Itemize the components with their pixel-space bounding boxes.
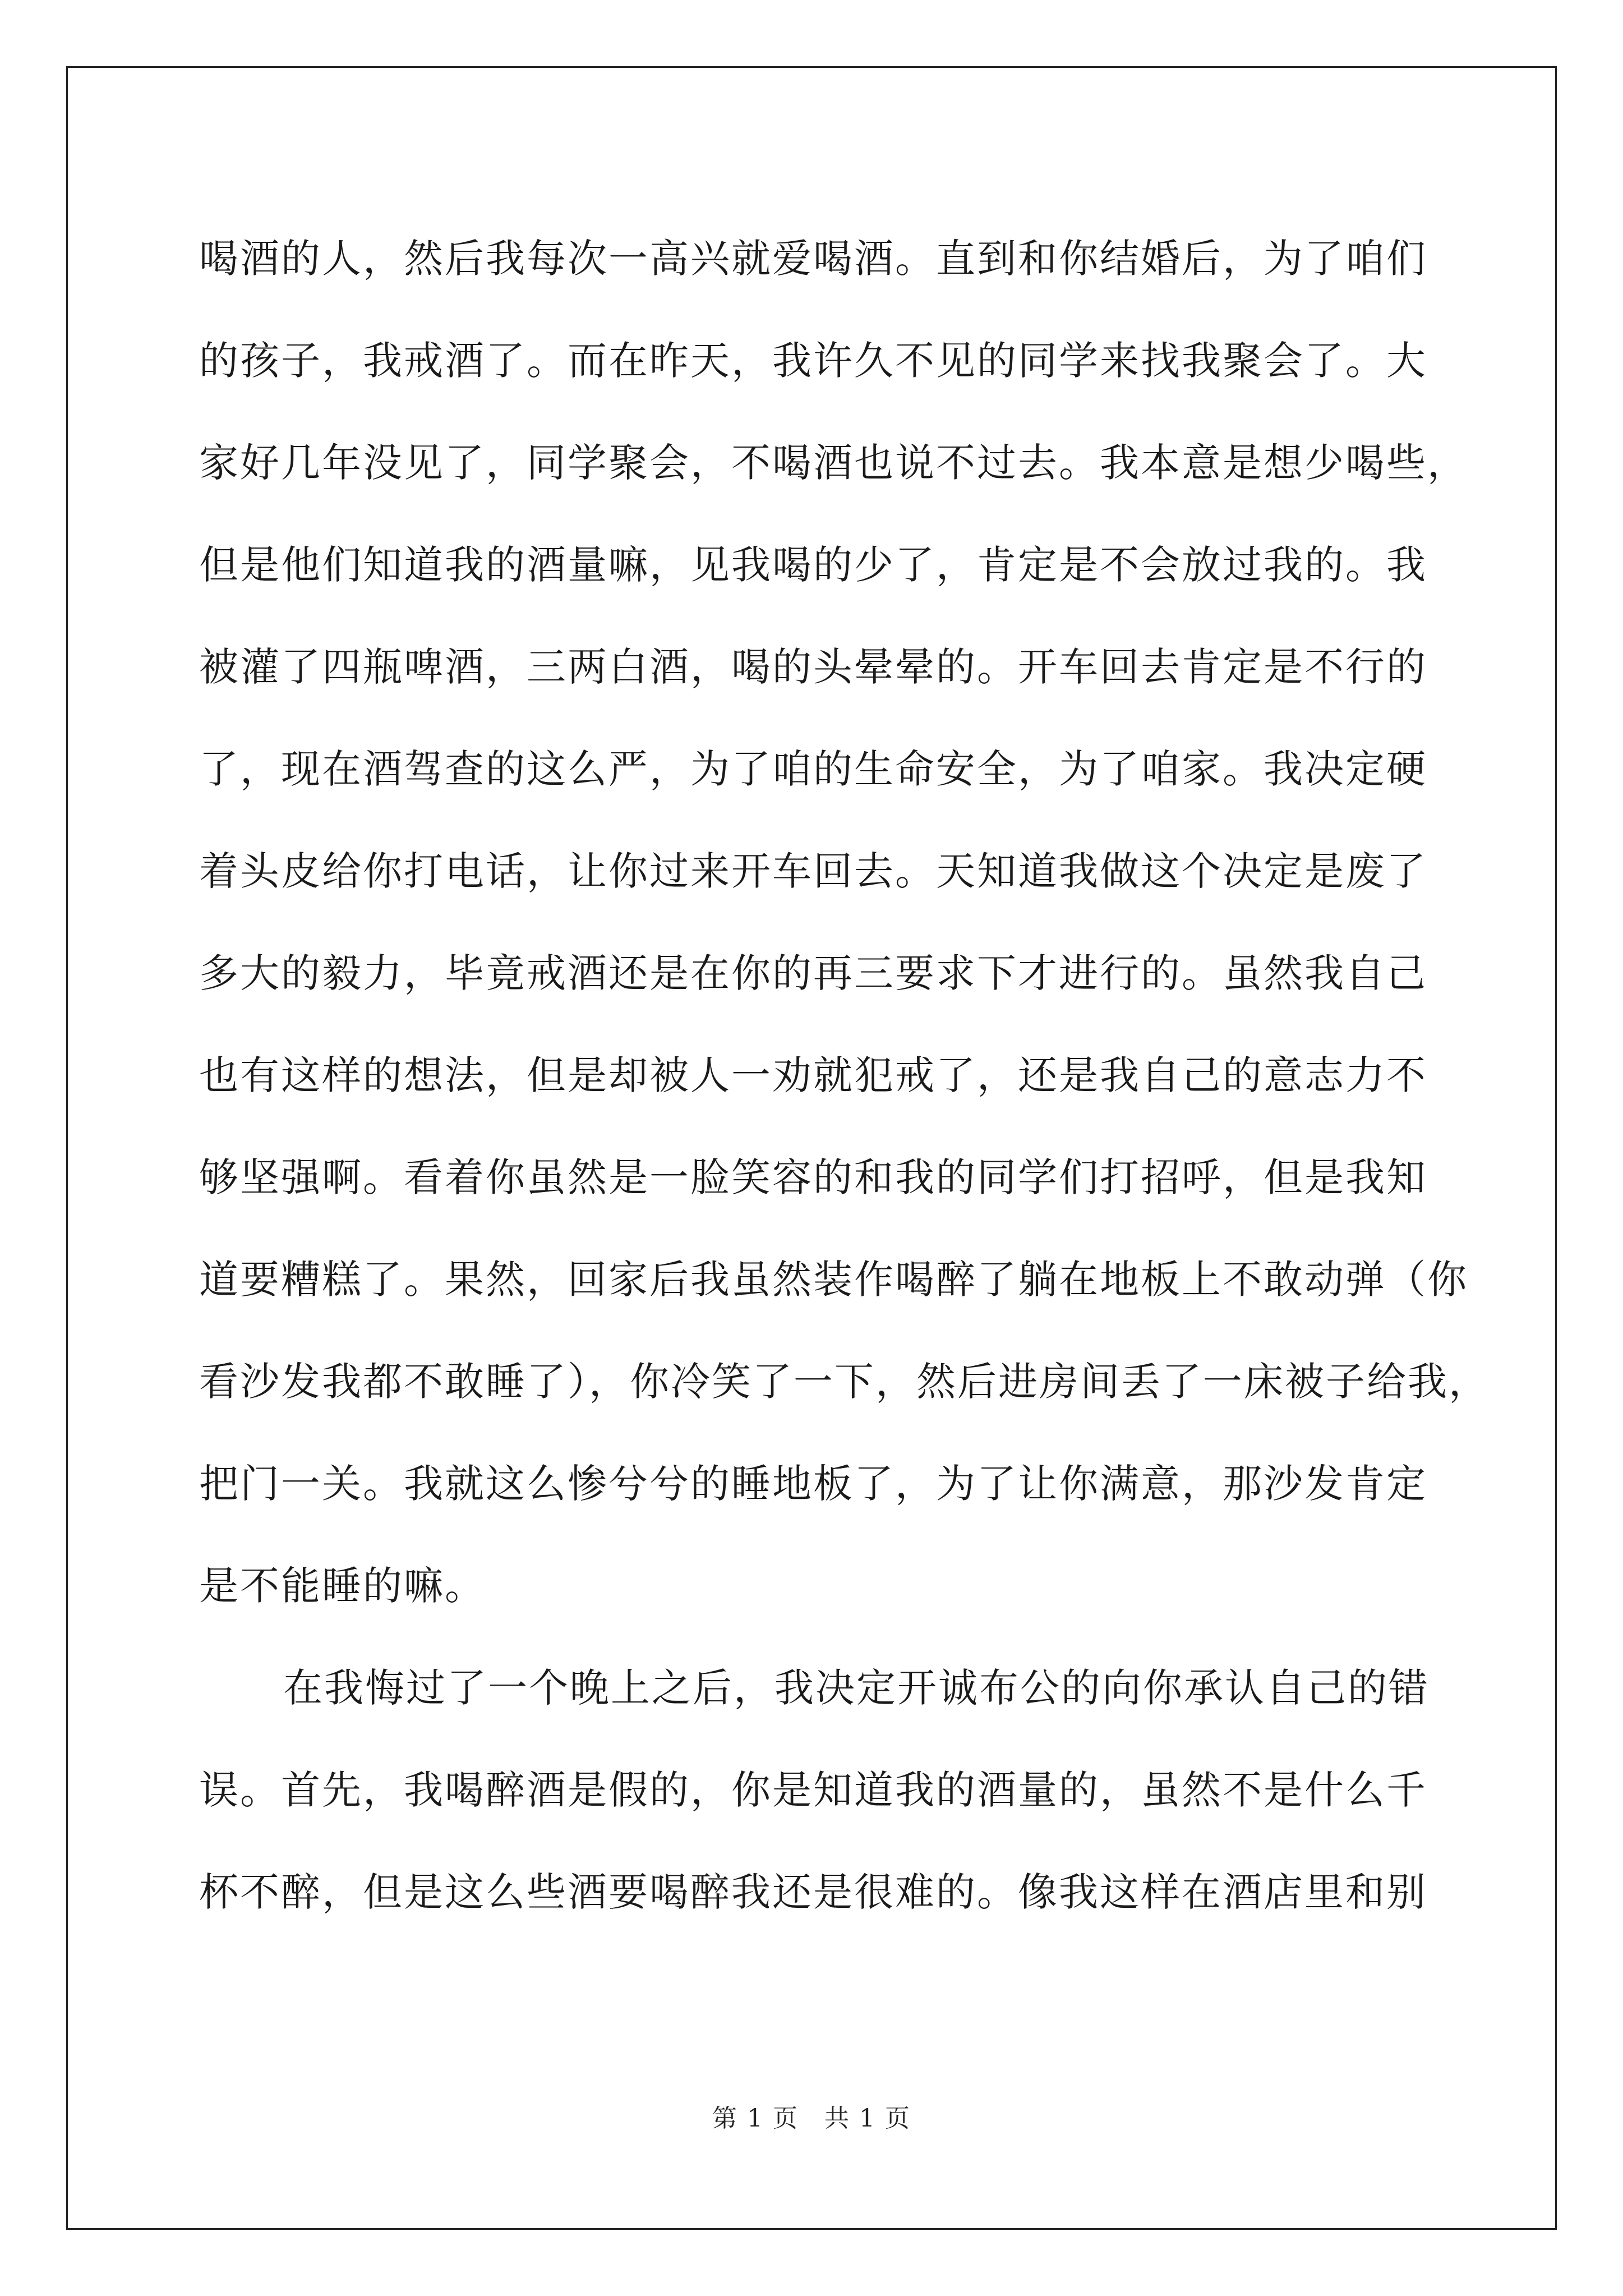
document-body — [199, 208, 1490, 1943]
body-line: 多大的毅力，毕竟戒酒还是在你的再三要求下才进行的。虽然我自己 — [199, 950, 1427, 996]
body-line: 的孩子，我戒酒了。而在昨天，我许久不见的同学来找我聚会了。大 — [199, 338, 1427, 384]
body-line: 家好几年没见了，同学聚会，不喝酒也说不过去。我本意是想少喝些， — [199, 440, 1468, 486]
body-line-paragraph-start: 在我悔过了一个晚上之后，我决定开诚布公的向你承认自己的错 — [283, 1665, 1430, 1711]
page-number-footer: 第 1 页 共 1 页 — [712, 2104, 911, 2133]
body-line: 是不能睡的嘛。 — [199, 1563, 486, 1609]
body-line: 被灌了四瓶啤酒，三两白酒，喝的头晕晕的。开车回去肯定是不行的 — [199, 644, 1427, 690]
body-line: 着头皮给你打电话，让你过来开车回去。天知道我做这个决定是废了 — [199, 848, 1427, 894]
body-line: 误。首先，我喝醉酒是假的，你是知道我的酒量的，虽然不是什么千 — [199, 1767, 1427, 1813]
body-line: 杯不醉，但是这么些酒要喝醉我还是很难的。像我这样在酒店里和别 — [199, 1869, 1427, 1915]
body-line: 喝酒的人，然后我每次一高兴就爱喝酒。直到和你结婚后，为了咱们 — [199, 236, 1427, 282]
body-line: 也有这样的想法，但是却被人一劝就犯戒了，还是我自己的意志力不 — [199, 1052, 1427, 1098]
body-line: 够坚强啊。看着你虽然是一脸笑容的和我的同学们打招呼，但是我知 — [199, 1154, 1427, 1200]
body-line: 了，现在酒驾查的这么严，为了咱的生命安全，为了咱家。我决定硬 — [199, 746, 1427, 792]
body-line: 道要糟糕了。果然，回家后我虽然装作喝醉了躺在地板上不敢动弹（你 — [199, 1257, 1468, 1303]
body-line: 看沙发我都不敢睡了），你冷笑了一下，然后进房间丢了一床被子给我， — [199, 1359, 1490, 1405]
body-line: 但是他们知道我的酒量嘛，见我喝的少了，肯定是不会放过我的。我 — [199, 542, 1427, 588]
body-line: 把门一关。我就这么惨兮兮的睡地板了，为了让你满意，那沙发肯定 — [199, 1461, 1427, 1507]
